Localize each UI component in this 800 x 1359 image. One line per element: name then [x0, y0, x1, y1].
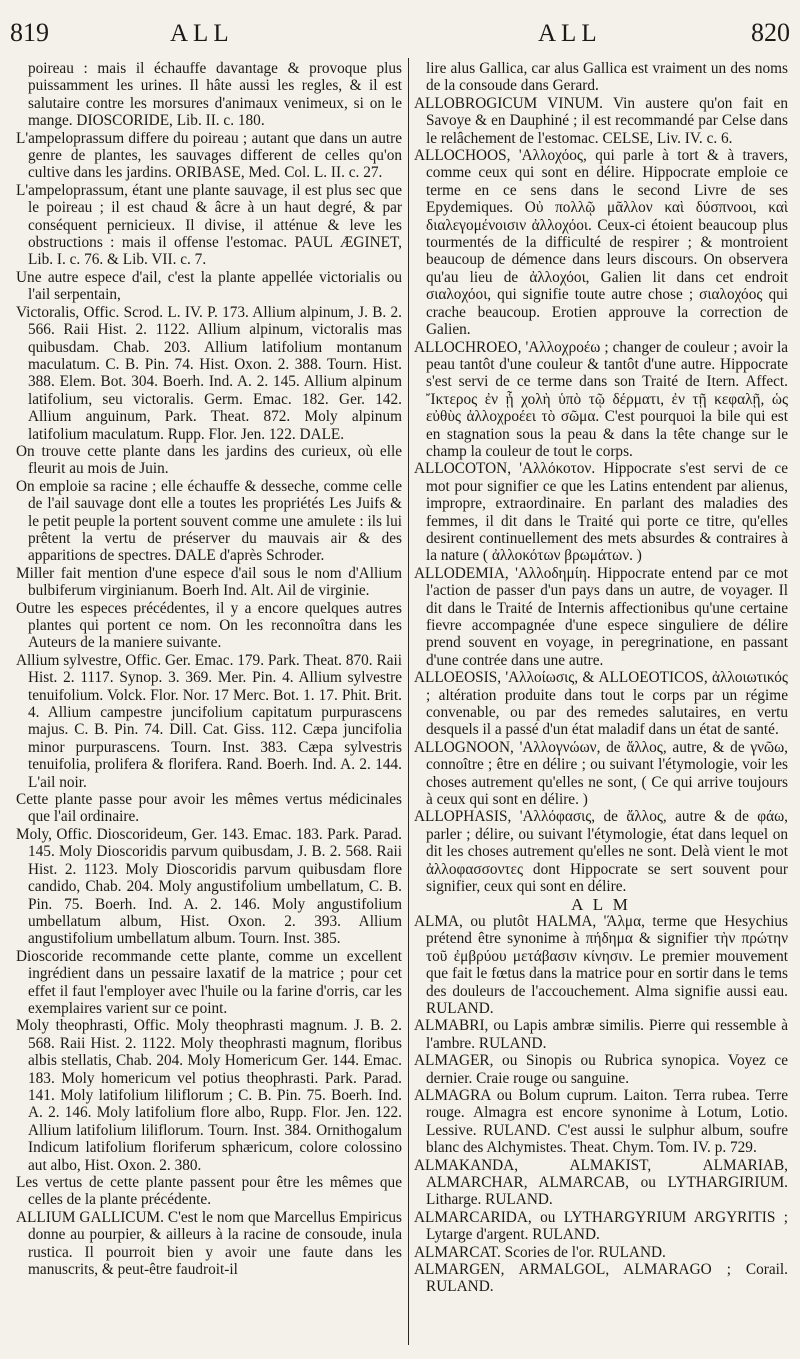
dictionary-entry: ALLOCHROEO, 'Αλλοχροέω ; changer de couleur ; avoir la peau tantôt d'une couleur & tantôt d'une autre. Hippocrate s'est servi de ce terme dans son Traité de Itern. Affect. Ἴκτερος ἐν ᾗ χολὴ ὑπὸ τῷ δέρματι, ἐν τῇ κεφαλῇ, ὡς εὐθὺς ἀλλοχροέει τὸ σῶμα. C'est pourquoi la bile qui est en stagnation sous la peau & dans la tête change sur le champ la couleur de tout le corps.: [414, 338, 788, 460]
dictionary-entry: ALMARGEN, ARMALGOL, ALMARAGO ; Corail. RULAND.: [414, 1261, 788, 1296]
dictionary-entry: ALLODEMIA, 'Αλλοδημίη. Hippocrate entend par ce mot l'action de passer d'un pays dans un autre, de voyager. Il dit dans le Traité de Internis affectionibus qu'une certaine fievre accompagnée d'une espece singuliere de délire prend souvent en voyage, in peregrinatione, en passant d'une contrée dans une autre.: [414, 564, 788, 669]
dictionary-entry: ALLIUM GALLICUM. C'est le nom que Marcellus Empiricus donne au pourpier, & ailleurs à la racine de consoude, inula rustica. Il pourroit bien y avoir une faute dans les manuscrits, & peut-être faudroit-il: [16, 1208, 402, 1279]
dictionary-entry: On trouve cette plante dans les jardins des curieux, où elle fleurit au mois de Juin.: [16, 442, 402, 478]
dictionary-entry: ALLOCOTON, 'Αλλόκοτον. Hippocrate s'est servi de ce mot pour signifier ce que les Latins entendent par alienus, impropre, extraordinaire. En parlant des maladies des femmes, il dit dans le Traité qui porte ce titre, qu'elles desirent continuellement des mets absurdes & contraires à la nature ( ἀλλοκότων βρωμάτων. ): [414, 460, 788, 565]
dictionary-entry: Une autre espece d'ail, c'est la plante appellée victorialis ou l'ail serpentain,: [16, 268, 402, 304]
dictionary-entry: On emploie sa racine ; elle échauffe & desseche, comme celle de l'ail sauvage dont elle a toutes les propriétés Les Juifs & le petit peuple la portent souvent comme une amulete : ils lui prêtent la vertu de préserver du mauvais air & des apparitions de spectres. DALE d'après Schroder.: [16, 477, 402, 565]
dictionary-entry: Victoralis, Offic. Scrod. L. IV. P. 173. Allium alpinum, J. B. 2. 566. Raii Hist. 2. 1122. Allium alpinum, victoralis mas quibusdam. Chab. 203. Allium latifolium montanum maculatum. C. B. Pin. 74. Hist. Oxon. 2. 388. Tourn. Hist. 388. Elem. Bot. 304. Boerh. Ind. A. 2. 145. Allium alpinum latifolium, seu victoralis. Germ. Emac. 182. Ger. 142. Allium anguinum, Park. Theat. 872. Moly alpinum latifolium maculatum. Rupp. Flor. Jen. 122. DALE.: [16, 303, 402, 443]
right-page-number: 820: [751, 18, 790, 47]
dictionary-entry: ALLOBROGICUM VINUM. Vin austere qu'on fait en Savoye & en Dauphiné ; il est recommandé par Celse dans le relâchement de l'estomac. CELSE, Liv. IV. c. 6.: [414, 94, 788, 147]
dictionary-entry: Moly, Offic. Dioscorideum, Ger. 143. Emac. 183. Park. Parad. 145. Moly Dioscoridis parvum quibusdam, J. B. 2. 568. Raii Hist. 2. 1123. Moly Dioscoridis parvum quibusdam flore candido, Chab. 204. Moly angustifolium umbellatum, C. B. Pin. 75. Boerh. Ind. A. 2. 146. Moly angustifolium umbellatum album, Hist. Oxon. 2. 393. Allium angustifolium umbellatum album. Tourn. Inst. 385.: [16, 825, 402, 948]
dictionary-entry: ALMARCARIDA, ou LYTHARGYRIUM ARGYRITIS ; Lytarge d'argent. RULAND.: [414, 1208, 788, 1244]
right-column: [414, 60, 788, 1345]
page-header: [0, 18, 800, 54]
entry-continuation: poireau : mais il échauffe davantage & provoque plus puissamment les urines. Il hâte aussi les regles, & il est salutaire contre les morsures d'animaux venimeux, si on le mange. DIOSCORIDE, Lib. II. c. 180.: [28, 60, 402, 130]
dictionary-entry: L'ampeloprassum differe du poireau ; autant que dans un autre genre de plantes, les sauvages different de celles qu'on cultive dans les jardins. ORIBASE, Med. Col. L. II. c. 27.: [16, 129, 402, 182]
dictionary-entry: Cette plante passe pour avoir les mêmes vertus médicinales que l'ail ordinaire.: [16, 791, 402, 826]
column-divider: [408, 58, 409, 1345]
left-running-head: ALL: [170, 20, 234, 47]
dictionary-entry: Dioscoride recommande cette plante, comme un excellent ingrédient dans un pessaire laxatif de la matrice ; pour cet effet il faut l'employer avec l'huile ou la farine d'orris, car les exemplaires varient sur ce point.: [16, 947, 402, 1017]
dictionary-entry: ALMAGRA ou Bolum cuprum. Laiton. Terra rubea. Terre rouge. Almagra est encore synonime à Lotum, Lotio. Lessive. RULAND. C'est aussi le sulphur album, soufre blanc des Alchymistes. Theat. Chym. Tom. IV. p. 729.: [414, 1086, 788, 1157]
dictionary-entry: ALLOCHOOS, 'Αλλοχόος, qui parle à tort & à travers, comme ceux qui sont en délire. Hippocrate emploie ce terme en ce sens dans le second Livre de ses Epydemiques. Οὐ πολλῷ μᾶλλον καὶ δύσπνοοι, καὶ διαλεγομένοισιν ἀλλοχόοι. Ceux-ci étoient beaucoup plus tourmentés de la difficulté de respirer ; & montroient beaucoup de démence dans leurs discours. On observera qu'au lieu de ἀλλοχόοι, Galien lit dans cet endroit σιαλοχόοι, qui signifie toute autre chose ; σιαλοχόος qui crache beaucoup. Erotien approuve la correction de Galien.: [414, 147, 788, 339]
dictionary-entry: Allium sylvestre, Offic. Ger. Emac. 179. Park. Theat. 870. Raii Hist. 2. 1117. Synop. 3. 369. Mer. Pin. 4. Allium sylvestre tenuifolium. Volck. Flor. Nor. 17 Merc. Bot. 1. 17. Phit. Brit. 4. Allium campestre juncifolium capitatum purpurascens majus. C. B. Pin. 74. Dill. Cat. Giss. 112. Cæpa juncifolia minor purpurascens. Tourn. Inst. 383. Cæpa sylvestris tenuifolia, prolifera & florifera. Rand. Boerh. Ind. A. 2. 144. L'ail noir.: [16, 651, 402, 791]
dictionary-entry: ALMAKANDA, ALMAKIST, ALMARIAB, ALMARCHAR, ALMARCAB, ou LYTHARGIRIUM. Litharge. RULAND.: [414, 1156, 788, 1209]
entry-continuation: lire alus Gallica, car alus Gallica est vraiment un des noms de la consoude dans Gerard.: [426, 60, 788, 95]
dictionary-entry: ALMABRI, ou Lapis ambræ similis. Pierre qui ressemble à l'ambre. RULAND.: [414, 1017, 788, 1052]
dictionary-entry: Moly theophrasti, Offic. Moly theophrasti magnum. J. B. 2. 568. Raii Hist. 2. 1122. Moly theophrasti magnum, floribus albis stellatis, Chab. 204. Moly Homericum Ger. 144. Emac. 183. Moly homericum vel potius theophrasti. Park. Parad. 141. Moly latifolium liliflorum ; C. B. Pin. 75. Boerh. Ind. A. 2. 146. Moly latifolium flore albo, Rupp. Flor. Jen. 122. Allium latifolium liliflorum. Tourn. Inst. 384. Ornithogalum Indicum latifolium floriferum sphæricum, colore colossino aut albo, Hist. Oxon. 2. 380.: [16, 1017, 402, 1174]
dictionary-entry: Outre les especes précédentes, il y a encore quelques autres plantes qui portent ce nom. On les reconnoîtra dans les Auteurs de la maniere suivante.: [16, 599, 402, 652]
dictionary-entry: Les vertus de cette plante passent pour être les mêmes que celles de la plante précédente.: [16, 1174, 402, 1209]
section-heading: A L M: [571, 894, 631, 914]
dictionary-entry: L'ampeloprassum, étant une plante sauvage, il est plus sec que le poireau ; il est chaud & âcre à un haut degré, & par conséquent pernicieux. Il divise, il atténue & leve les obstructions : mais il offense l'estomac. PAUL ÆGINET, Lib. I. c. 76. & Lib. VII. c. 7.: [16, 181, 402, 269]
dictionary-entry: ALMA, ou plutôt HALMA, 'Άλμα, terme que Hesychius prétend être synonime à πήδημα & signifier τὴν πρώτην τοῦ ἐμβρύου μετάβασιν κίνησιν. Le premier mouvement que fait le fœtus dans la matrice pour en sortir dans le tems des douleurs de l'accouchement. Alma signifie aussi eau. RULAND.: [414, 912, 788, 1017]
dictionary-entry: ALMAGER, ou Sinopis ou Rubrica synopica. Voyez ce dernier. Craie rouge ou sanguine.: [414, 1052, 788, 1087]
dictionary-entry: ALLOEOSIS, 'Αλλοίωσις, & ALLOEOTICOS, ἀλλοιωτικός ; altération produite dans tout le corps par un régime convenable, ou par des remedes salutaires, en vertu desquels il a passé d'un état maladif dans un état de santé.: [414, 669, 788, 739]
dictionary-entry: ALMARCAT. Scories de l'or. RULAND.: [414, 1243, 666, 1261]
left-page-number: 819: [10, 18, 49, 47]
dictionary-entry: Miller fait mention d'une espece d'ail sous le nom d'Allium bulbiferum virginianum. Boerh Ind. Alt. Ail de virginie.: [16, 564, 402, 600]
dictionary-entry: ALLOPHASIS, 'Αλλόφασις, de ἄλλος, autre & de φάω, parler ; délire, ou suivant l'étymologie, état dans lequel on dit les choses autrement qu'elles ne sont. Delà vient le mot ἀλλοφασσοντες dont Hippocrate se sert souvent pour signifier, ceux qui sont en délire.: [414, 808, 788, 896]
left-column: [16, 60, 402, 1345]
dictionary-entry: ALLOGNOON, 'Αλλογνώων, de ἄλλος, autre, & de γνῶω, connoître ; être en délire ; ou suivant l'étymologie, voir les choses autrement qu'elles ne sont, ( Ce qui arrive toujours à ceux qui sont en délire. ): [414, 738, 788, 809]
right-running-head: ALL: [538, 20, 602, 47]
